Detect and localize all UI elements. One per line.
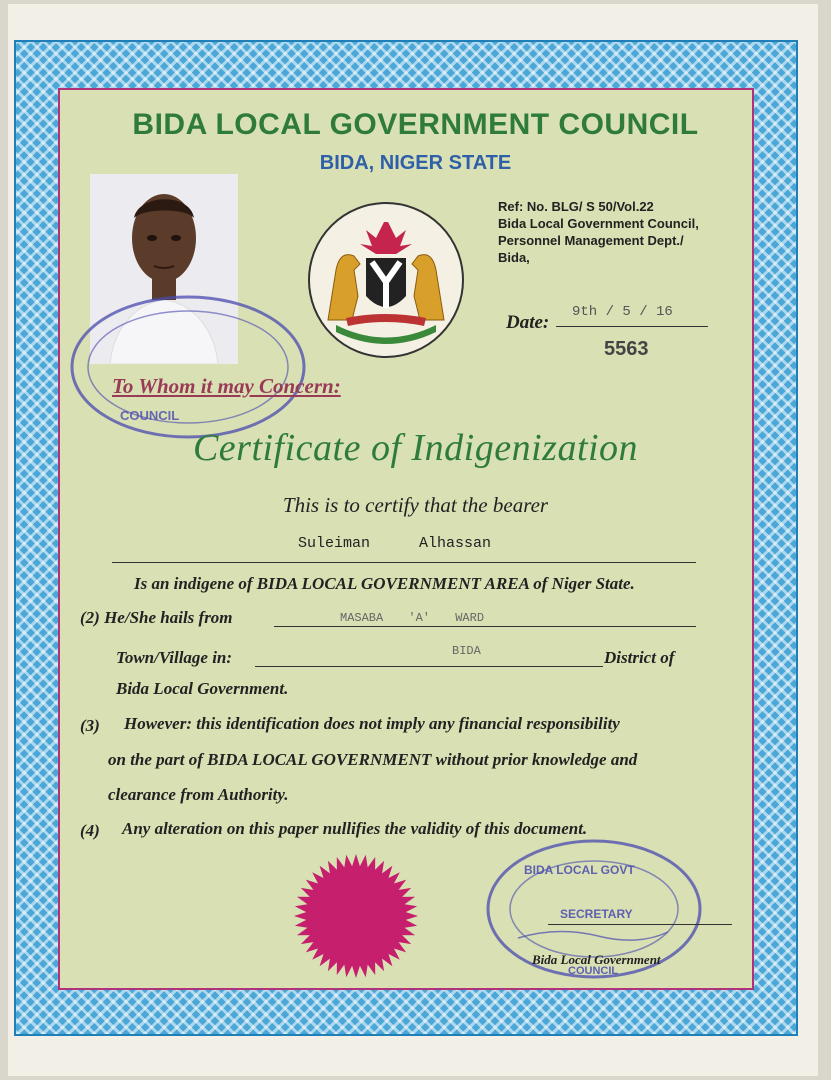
bearer-name xyxy=(298,535,491,552)
town-underline xyxy=(255,666,603,667)
secretary-stamp-top: BIDA LOCAL GOVT xyxy=(524,863,635,877)
council-state: BIDA, NIGER STATE xyxy=(319,152,512,174)
town-label: Town/Village in: xyxy=(116,648,233,667)
serial-number: 5563 xyxy=(604,338,649,360)
reference-line-4: Bida, xyxy=(498,250,530,265)
coat-of-arms-icon xyxy=(306,200,466,360)
date-label: Date: xyxy=(506,312,550,333)
certify-intro: This is to certify that the bearer xyxy=(282,493,549,517)
ward-value: MASABA 'A' WARD xyxy=(340,611,485,625)
clause-4-text: Any alteration on this paper nullifies the validity of this document. xyxy=(122,819,588,838)
clause-4-label: (4) xyxy=(80,821,100,840)
secretary-stamp-bottom: COUNCIL xyxy=(568,965,619,977)
clause-3-line-1: However: this identification does not imply any financial responsibility xyxy=(124,714,620,733)
clause-3-line-3: clearance from Authority. xyxy=(108,785,289,804)
council-stamp-left-icon xyxy=(68,292,308,442)
signature-line xyxy=(548,924,732,925)
signature-caption: Bida Local Government xyxy=(532,952,661,967)
date-value: 9th / 5 / 16 xyxy=(572,304,673,320)
clause-3-line-2: on the part of BIDA LOCAL GOVERNMENT without prior knowledge and xyxy=(108,750,638,769)
clause-3-label: (3) xyxy=(80,716,100,735)
reference-block xyxy=(498,198,778,266)
official-seal-icon xyxy=(292,852,420,980)
bida-lg-line: Bida Local Government. xyxy=(116,679,289,698)
name-underline xyxy=(112,562,696,563)
bearer-last-name: Alhassan xyxy=(419,535,492,552)
hails-from-label: (2) He/She hails from xyxy=(80,608,233,627)
secretary-stamp-mid: SECRETARY xyxy=(560,907,633,921)
ward-underline xyxy=(274,626,696,627)
reference-number: Ref: No. BLG/ S 50/Vol.22 xyxy=(498,199,654,214)
salutation: To Whom it may Concern: xyxy=(112,374,341,398)
certificate-title: Certificate of Indigenization xyxy=(192,427,639,469)
district-label: District of xyxy=(604,648,675,667)
reference-line-3: Personnel Management Dept./ xyxy=(498,233,684,248)
reference-line-2: Bida Local Government Council, xyxy=(498,216,699,231)
left-stamp-text: COUNCIL xyxy=(120,408,180,423)
indigene-statement: Is an indigene of BIDA LOCAL GOVERNMENT AREA of Niger State. xyxy=(134,574,635,593)
date-underline xyxy=(556,326,708,327)
council-title: BIDA LOCAL GOVERNMENT COUNCIL xyxy=(132,108,699,141)
town-value: BIDA xyxy=(452,644,481,658)
bearer-first-name: Suleiman xyxy=(298,535,371,552)
